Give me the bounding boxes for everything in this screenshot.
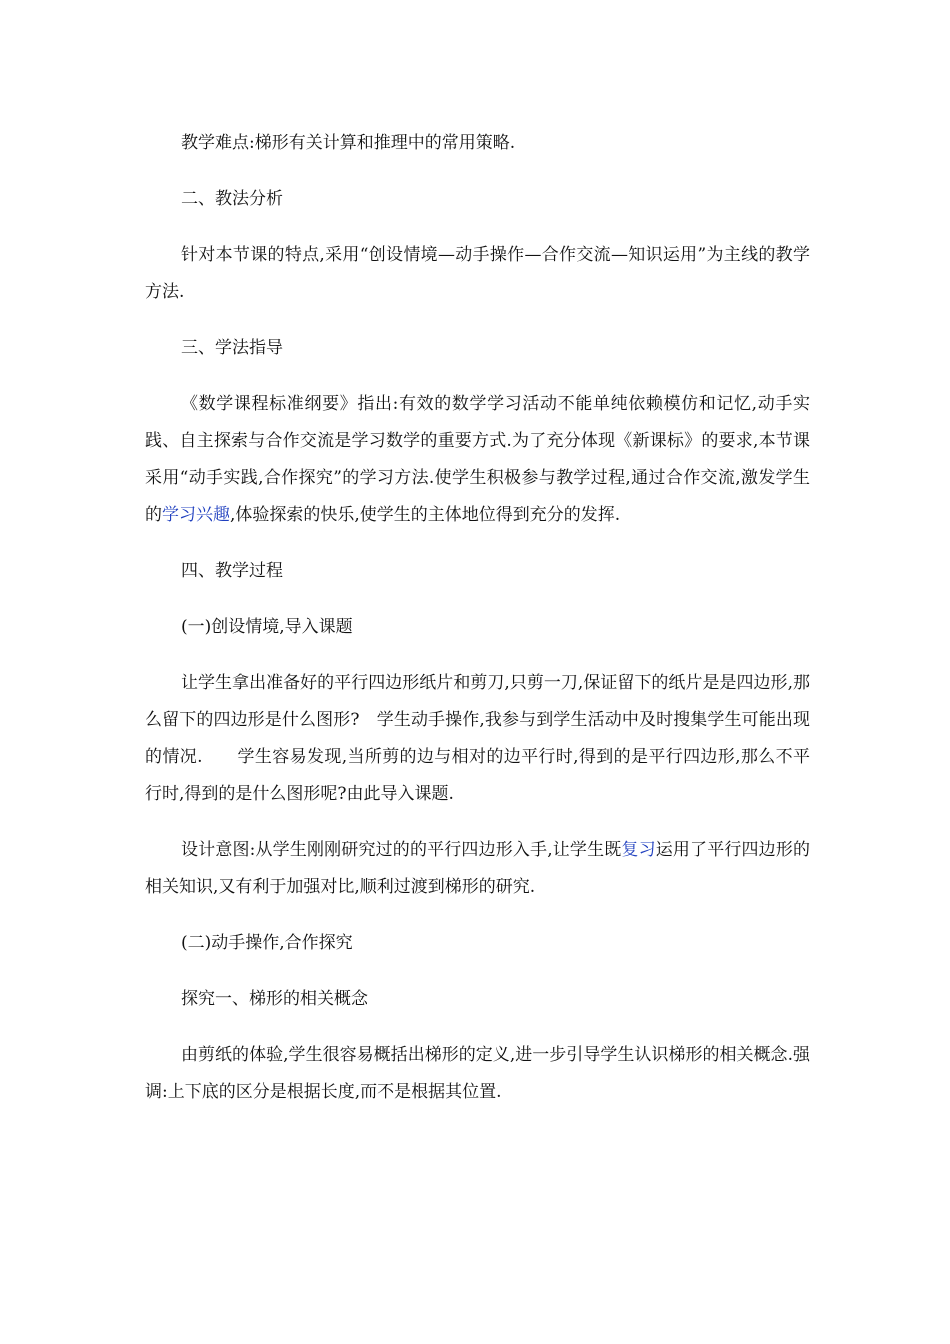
study-guidance-paragraph: [145, 386, 810, 534]
section-one-paragraph: 让学生拿出准备好的平行四边形纸片和剪刀,只剪一刀,保证留下的纸片是是四边形,那么留下的四边形是什么图形? 学生动手操作,我参与到学生活动中及时搜集学生可能出现的情况. 学生容易发现,当所剪的边与相对的边平行时,得到的是平行四边形,那么不平行时,得到的是什么图形呢?由此导入课题.: [145, 673, 810, 804]
document-body: [145, 125, 810, 1130]
teaching-difficulty-paragraph: 教学难点:梯形有关计算和推理中的常用策略.: [181, 133, 516, 153]
design-intent-text-b: 运用了平行四边形的相关知识,又有利于加强对比,顺利过渡到梯形的研究.: [145, 840, 811, 897]
heading-section-two: (二)动手操作,合作探究: [181, 933, 353, 953]
study-guidance-text-a: 《数学课程标准纲要》指出:有效的数学学习活动不能单纯依赖模仿和记忆,动手实践、自主探索与合作交流是学习数学的重要方式.为了充分体现《新课标》的要求,本节课采用“动手实践,合作探究”的学习方法.使学生积极参与教学过程,通过合作交流,激发学生的: [145, 394, 810, 525]
review-link[interactable]: 复习: [621, 840, 656, 860]
heading-teaching-process: 四、教学过程: [181, 561, 283, 581]
study-interest-link[interactable]: 学习兴趣: [162, 505, 230, 525]
heading-study-guidance: 三、学法指导: [181, 338, 283, 358]
heading-section-one: (一)创设情境,导入课题: [181, 617, 353, 637]
design-intent-text-a: 设计意图:从学生刚刚研究过的的平行四边形入手,让学生既: [181, 840, 622, 860]
explore-one-paragraph: 由剪纸的体验,学生很容易概括出梯形的定义,进一步引导学生认识梯形的相关概念.强调:上下底的区分是根据长度,而不是根据其位置.: [145, 1045, 810, 1102]
study-guidance-text-b: ,体验探索的快乐,使学生的主体地位得到充分的发挥.: [230, 505, 621, 525]
teaching-method-paragraph: 针对本节课的特点,采用“创设情境—动手操作—合作交流—知识运用”为主线的教学方法.: [145, 245, 810, 302]
heading-teaching-method: 二、教法分析: [181, 189, 283, 209]
heading-explore-one: 探究一、梯形的相关概念: [181, 989, 368, 1009]
design-intent-paragraph: [145, 832, 810, 906]
